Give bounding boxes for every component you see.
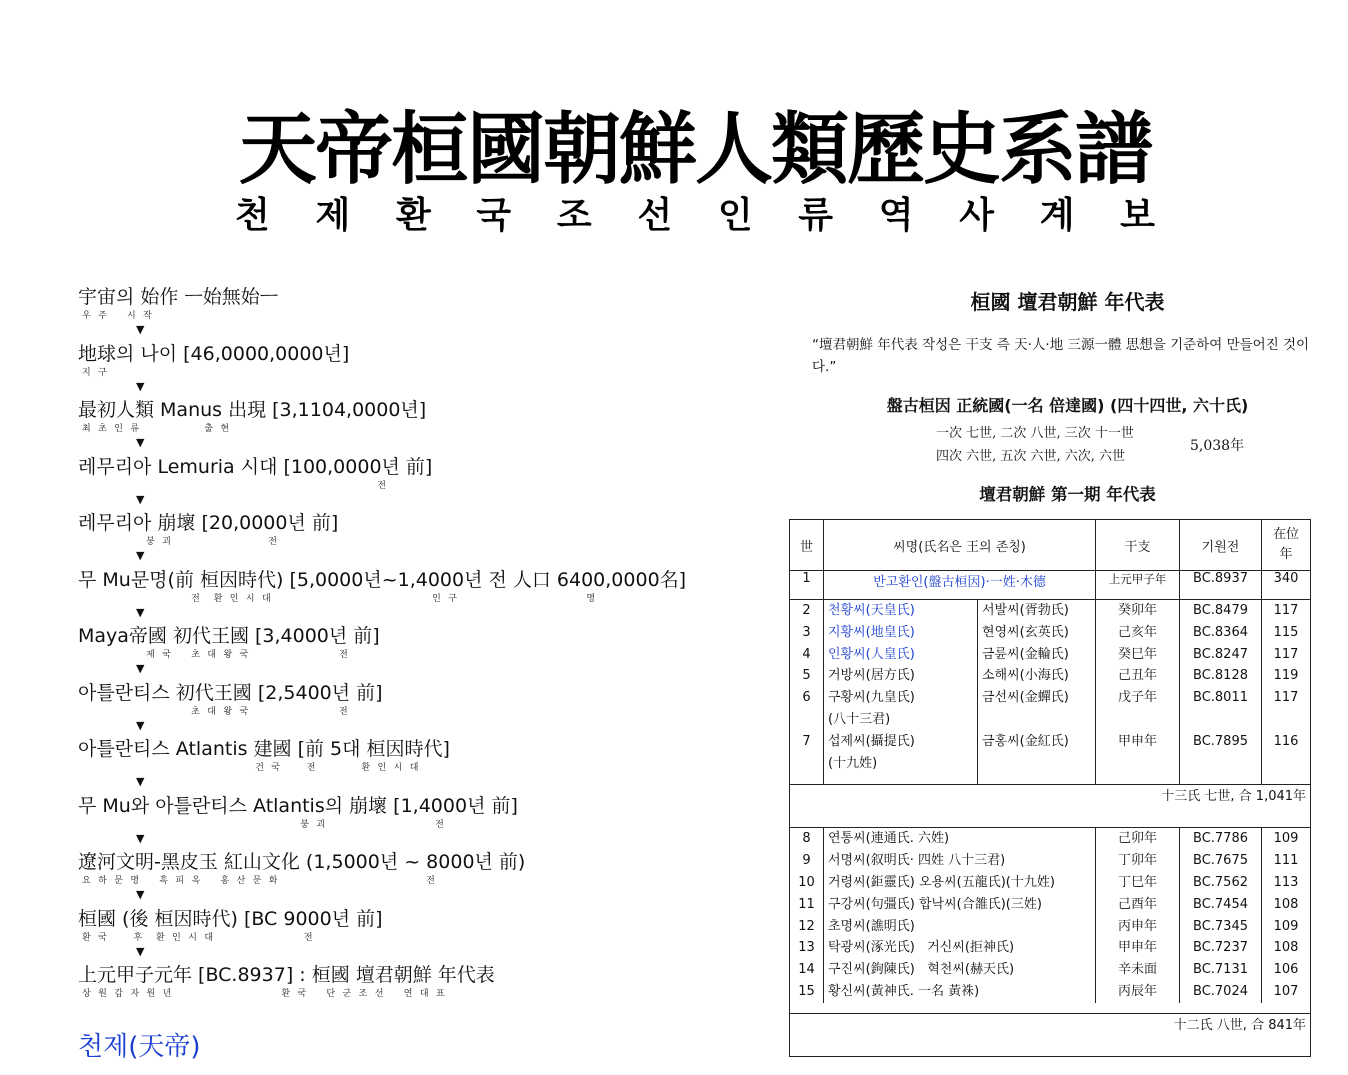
table-row (790, 894, 1311, 916)
cell-alt-name: 금선씨(金蟬氏) (978, 687, 1096, 709)
header-ganzhi: 干支 (1096, 520, 1180, 571)
cell-alt-name: 소해씨(小海氏) (978, 665, 1096, 687)
table-spacer (790, 1003, 1311, 1014)
timeline-reading: 최 초 인 류 출 현 (82, 424, 231, 434)
cell-alt-name (978, 753, 1096, 775)
cell-generation: 15 (790, 981, 824, 1003)
subtitle-char: 계 (1039, 195, 1075, 236)
cell-alt-name: 금륜씨(金輪氏) (978, 644, 1096, 666)
cell-ganzhi: 甲申年 (1096, 731, 1180, 753)
down-arrow-icon: ▼ (136, 944, 145, 958)
cell-alt-name: 서발씨(胥勃氏) (978, 600, 1096, 622)
timeline-text: 上元甲子元年 [BC.8937] : 桓國 壇君朝鮮 年代表 (78, 964, 495, 986)
subtitle-char: 류 (798, 195, 834, 236)
table-row (790, 981, 1311, 1003)
down-arrow-icon: ▼ (136, 888, 145, 901)
cell-reign: 106 (1262, 959, 1311, 981)
cell-name: 인황씨(人皇氏) (824, 644, 978, 666)
down-arrow-icon: ▼ (136, 831, 145, 845)
header-reign: 在位 年 (1262, 520, 1311, 571)
cell-generation: 12 (790, 916, 824, 938)
down-arrow-icon: ▼ (136, 718, 145, 732)
header-bc: 기원전 (1180, 520, 1262, 571)
timeline-item (78, 397, 758, 454)
cell-ganzhi: 癸卯年 (1096, 600, 1180, 622)
cell-ganzhi (1096, 709, 1180, 731)
table-header-row (790, 520, 1311, 571)
cell-generation: 1 (790, 571, 824, 600)
cell-ganzhi: 辛未面 (1096, 959, 1180, 981)
cell-name: 구황씨(九皇氏) (824, 687, 978, 709)
table-spacer (790, 774, 1311, 785)
timeline-text: 레무리아 崩壞 [20,0000년 前] (78, 512, 339, 534)
cell-reign: 340 (1262, 571, 1311, 600)
cell-name: 천황씨(天皇氏) (824, 600, 978, 622)
cell-reign: 108 (1262, 894, 1311, 916)
cell-bc: BC.7345 (1180, 916, 1262, 938)
cell-reign: 109 (1262, 916, 1311, 938)
spacer-cell (790, 774, 824, 785)
cell-bc: BC.8011 (1180, 687, 1262, 709)
spacer-cell (978, 774, 1096, 785)
timeline-reading: 전 (82, 480, 387, 491)
table-row (790, 665, 1311, 687)
cell-ganzhi: 丙申年 (1096, 916, 1180, 938)
cell-ganzhi: 甲申年 (1096, 937, 1180, 959)
timeline-reading: 전 환 인 시 대 인 구 명 (82, 593, 597, 604)
subtitle-char: 사 (959, 195, 994, 236)
cell-name: 탁광씨(涿光氏) 거신씨(拒神氏) (824, 937, 1096, 959)
cell-name: (十九姓) (824, 753, 978, 775)
cell-bc: BC.8479 (1180, 600, 1262, 622)
table-row (790, 937, 1311, 959)
cell-reign: 115 (1262, 622, 1311, 644)
cell-generation: 10 (790, 872, 824, 894)
cell-ganzhi: 己卯年 (1096, 828, 1180, 850)
timeline-item (78, 567, 758, 624)
cell-bc: BC.7237 (1180, 937, 1262, 959)
cell-alt-name: 금홍씨(金紅氏) (978, 731, 1096, 753)
cell-name: 섭제씨(攝提氏) (824, 731, 978, 753)
cell-ganzhi: 己丑年 (1096, 665, 1180, 687)
cell-generation: 6 (790, 687, 824, 709)
down-arrow-icon: ▼ (136, 549, 145, 562)
cell-bc: BC.7454 (1180, 894, 1262, 916)
cell-ganzhi: 癸巳年 (1096, 644, 1180, 666)
down-arrow-icon: ▼ (136, 436, 145, 449)
table-row (790, 687, 1311, 709)
page-subtitle (235, 192, 1155, 240)
cell-reign: 119 (1262, 665, 1311, 687)
header-generation: 世 (790, 520, 824, 571)
timeline-text: 桓國 (後 桓因時代) [BC 9000년 前] (78, 907, 383, 930)
dynasty-subtitle: 盤古桓因 正統國(一名 倍達國) (四十四世, 六十氏) (886, 396, 1249, 415)
table-row (790, 959, 1311, 981)
subtitle-char: 인 (717, 195, 753, 236)
subtitle-char: 역 (878, 195, 914, 236)
spacer-cell (1262, 774, 1311, 785)
table-summary-row (790, 785, 1311, 828)
cell-reign: 109 (1262, 828, 1311, 850)
spacer-cell (1096, 774, 1180, 785)
timeline-text: 레무리아 Lemuria 시대 [100,0000년 前] (78, 455, 433, 478)
cell-name: 초명씨(譙明氏) (824, 916, 1096, 938)
cell-generation: 13 (790, 937, 824, 959)
cell-alt-name (978, 709, 1096, 731)
table-row (790, 622, 1311, 644)
down-arrow-icon: ▼ (136, 323, 145, 336)
timeline-text: 地球의 나이 [46,0000,0000년] (78, 342, 350, 365)
cell-name: (八十三君) (824, 709, 978, 731)
timeline-reading: 붕 괴 전 (82, 537, 278, 547)
generation-summary (936, 422, 1134, 468)
timeline-item (78, 510, 758, 567)
timeline-item (78, 849, 758, 906)
chronology-note: “壇君朝鮮 年代表 작성은 干支 즉 天·人·地 三源一體 思想을 기준하여 만들어진 것이다.” (812, 337, 1310, 375)
timeline-text: 무 Mu문명(前 桓因時代) [5,0000년~1,4000년 전 人口 6400,0000名] (78, 568, 687, 591)
down-arrow-icon: ▼ (136, 662, 145, 675)
timeline-text: 무 Mu와 아틀란티스 Atlantis의 崩壞 [1,4000년 前] (78, 794, 518, 817)
timeline-reading: 지 구 (82, 367, 108, 378)
cell-ganzhi: 己酉年 (1096, 894, 1180, 916)
timeline-reading: 환 국 후 환 인 시 대 전 (82, 932, 314, 943)
cell-generation: 4 (790, 644, 824, 666)
table-row (790, 731, 1311, 753)
cell-bc: BC.8247 (1180, 644, 1262, 666)
subtitle-char: 천 (235, 195, 270, 236)
down-arrow-icon: ▼ (136, 775, 145, 788)
summary-cell: 十三氏 七世, 合 1,041年 (790, 785, 1311, 828)
cell-reign: 117 (1262, 644, 1311, 666)
timeline-text: 遼河文明-黑皮玉 紅山文化 (1,5000년 ~ 8000년 前) (78, 851, 526, 873)
period-title: 壇君朝鮮 第一期 年代表 (979, 485, 1156, 504)
timeline-reading: 상 원 갑 자 원 년 환 국 단 군 조 선 연 대 표 (82, 989, 446, 999)
cell-ganzhi (1096, 753, 1180, 775)
cell-reign: 117 (1262, 687, 1311, 709)
cell-reign: 113 (1262, 872, 1311, 894)
cell-reign: 111 (1262, 850, 1311, 872)
subtitle-char: 조 (556, 195, 592, 236)
cell-reign (1262, 753, 1311, 775)
cell-bc: BC.8937 (1180, 571, 1262, 600)
cell-generation (790, 753, 824, 775)
timeline-reading: 붕 괴 전 (82, 819, 445, 830)
cell-reign (1262, 709, 1311, 731)
down-arrow-icon: ▼ (136, 605, 145, 619)
down-arrow-icon: ▼ (136, 492, 145, 506)
timeline-item (78, 906, 758, 963)
spacer-cell (1180, 774, 1262, 785)
cell-generation: 3 (790, 622, 824, 644)
timeline-item (78, 793, 758, 850)
cell-bc: BC.7024 (1180, 981, 1262, 1003)
timeline-item (78, 454, 758, 511)
cell-generation: 14 (790, 959, 824, 981)
subtitle-char: 보 (1120, 195, 1155, 236)
cell-bc: BC.7675 (1180, 850, 1262, 872)
down-arrow-icon: ▼ (136, 379, 145, 393)
generation-line: 四次 六世, 五次 六世, 六次, 六世 (936, 449, 1126, 464)
cell-bc (1180, 753, 1262, 775)
subtitle-char: 국 (476, 195, 512, 236)
cell-bc: BC.7562 (1180, 872, 1262, 894)
table-row (790, 872, 1311, 894)
cell-bc: BC.7786 (1180, 828, 1262, 850)
cell-reign: 107 (1262, 981, 1311, 1003)
table-row (790, 828, 1311, 850)
chronology-table (789, 519, 1311, 1057)
cell-generation: 7 (790, 731, 824, 753)
spacer-cell (824, 774, 978, 785)
subtitle-char: 환 (395, 195, 431, 236)
cell-bc: BC.8364 (1180, 622, 1262, 644)
cell-reign: 117 (1262, 600, 1311, 622)
spacer-cell (790, 1003, 1311, 1014)
table-row (790, 850, 1311, 872)
timeline-text: 宇宙의 始作 ㅡ始無始ㅡ (78, 286, 279, 308)
cell-name: 구진씨(鉤陳氏) 혁천씨(赫天氏) (824, 959, 1096, 981)
timeline-reading: 요 하 문 명 흑 피 옥 홍 산 문 화 전 (82, 876, 436, 886)
cell-generation: 8 (790, 828, 824, 850)
cell-generation: 11 (790, 894, 824, 916)
cell-name: 반고환인(盤古桓因)·一姓·木德 (824, 571, 1096, 600)
timeline (78, 284, 758, 1019)
total-years: 5,038年 (1190, 438, 1245, 454)
table-row (790, 753, 1311, 775)
cell-ganzhi: 己亥年 (1096, 622, 1180, 644)
timeline-text: Maya帝國 初代王國 [3,4000년 前] (78, 625, 380, 647)
cell-name: 지황씨(地皇氏) (824, 622, 978, 644)
timeline-text: 아틀란티스 初代王國 [2,5400년 前] (78, 681, 383, 704)
cell-generation: 5 (790, 665, 824, 687)
cell-bc: BC.7131 (1180, 959, 1262, 981)
summary-cell: 十二氏 八世, 合 841年 (790, 1013, 1311, 1056)
timeline-item (78, 736, 758, 793)
table-row (790, 644, 1311, 666)
cell-name: 거령씨(鉅靈氏) 오용씨(五龍氏)(十九姓) (824, 872, 1096, 894)
timeline-reading: 초 대 왕 국 전 (82, 706, 349, 717)
timeline-item (78, 341, 758, 398)
cell-generation (790, 709, 824, 731)
page-title: 天帝桓國朝鮮人類歷史系譜 (238, 104, 1151, 195)
timeline-text: 最初人類 Manus 出現 [3,1104,0000년] (78, 399, 427, 421)
table-row (790, 916, 1311, 938)
chronology-title: 桓國 壇君朝鮮 年代表 (970, 290, 1165, 314)
cell-bc (1180, 709, 1262, 731)
cell-generation: 9 (790, 850, 824, 872)
cell-ganzhi: 戊子年 (1096, 687, 1180, 709)
timeline-item (78, 623, 758, 680)
timeline-reading: 우 주 시 작 (82, 311, 153, 321)
cell-bc: BC.8128 (1180, 665, 1262, 687)
header-name: 씨명(氏名은 王의 존칭) (824, 520, 1096, 571)
cell-ganzhi: 丁巳年 (1096, 872, 1180, 894)
timeline-reading: 제 국 초 대 왕 국 전 (82, 650, 349, 660)
timeline-item (78, 284, 758, 341)
heaven-label: 천제(天帝) (78, 1032, 201, 1062)
generation-line: 一次 七世, 二次 八世, 三次 十一世 (936, 426, 1134, 441)
cell-name: 서명씨(叙明氏· 四姓 八十三君) (824, 850, 1096, 872)
subtitle-char: 제 (315, 195, 351, 236)
cell-name: 구강씨(句彊氏) 합낙씨(合雒氏)(三姓) (824, 894, 1096, 916)
cell-ganzhi: 上元甲子年 (1096, 571, 1180, 600)
timeline-item (78, 680, 758, 737)
cell-bc: BC.7895 (1180, 731, 1262, 753)
cell-alt-name: 현영씨(玄英氏) (978, 622, 1096, 644)
cell-name: 연통씨(連通氏. 六姓) (824, 828, 1096, 850)
cell-name: 황신씨(黃神氏. 一名 黃袾) (824, 981, 1096, 1003)
table-row (790, 571, 1311, 600)
timeline-reading: 건 국 전 환 인 시 대 (82, 763, 420, 773)
cell-generation: 2 (790, 600, 824, 622)
table-summary-row (790, 1013, 1311, 1056)
cell-ganzhi: 丁卯年 (1096, 850, 1180, 872)
table-row (790, 600, 1311, 622)
cell-reign: 116 (1262, 731, 1311, 753)
cell-reign: 108 (1262, 937, 1311, 959)
subtitle-char: 선 (637, 195, 673, 236)
timeline-text: 아틀란티스 Atlantis 建國 [前 5대 桓因時代] (78, 738, 450, 760)
timeline-item (78, 962, 758, 1019)
table-row (790, 709, 1311, 731)
cell-ganzhi: 丙辰年 (1096, 981, 1180, 1003)
cell-name: 거방씨(居方氏) (824, 665, 978, 687)
